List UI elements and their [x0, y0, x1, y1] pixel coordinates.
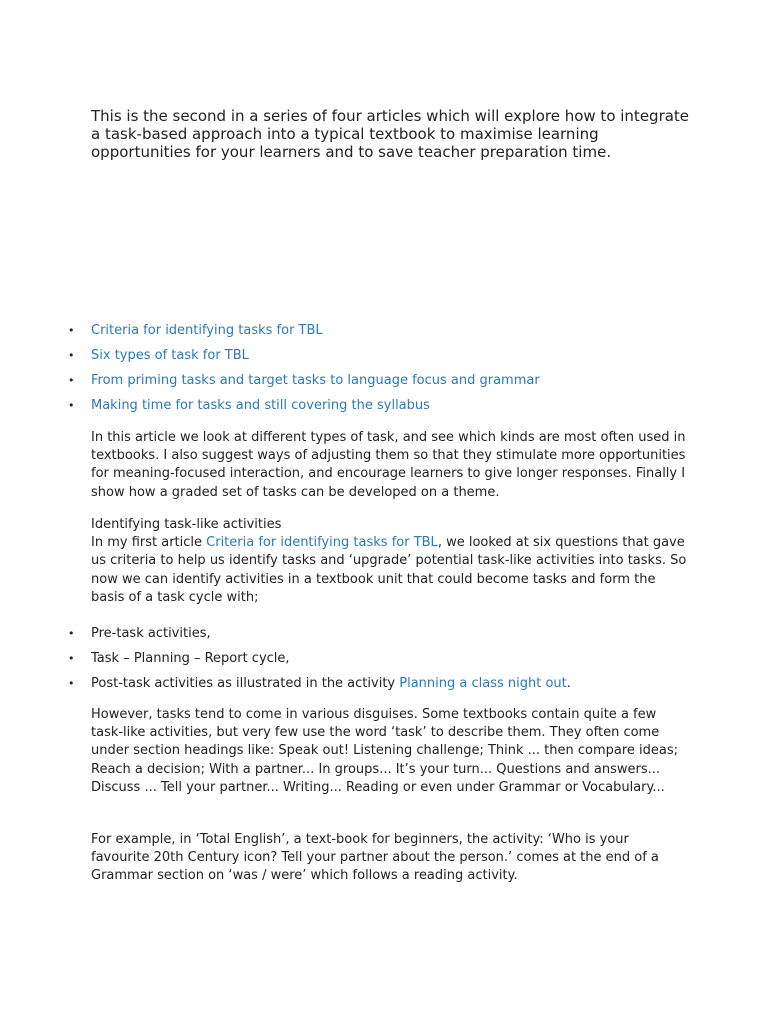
list-item [64, 346, 704, 371]
list-item [64, 649, 704, 674]
series-links-list [64, 321, 704, 421]
list-item-text: . [566, 676, 571, 691]
bullet-icon: • [68, 627, 75, 640]
bullet-icon: • [68, 374, 75, 387]
link-criteria-inline[interactable]: Criteria for identifying tasks for TBL [206, 535, 438, 551]
paragraph-text: In my first article [91, 535, 207, 551]
list-item [64, 396, 704, 421]
article-paragraph-overview: In this article we look at different types of task, and see which kinds are most often used in textbooks. I also suggest ways of adjusting them so that they stimulate more opportunities for meaning-focused interaction, and encourage learners to give longer responses. Finally I show how a graded set of tasks can be developed on a theme. [91, 430, 686, 500]
bullet-icon: • [68, 677, 75, 690]
list-item-text: Post-task activities as illustrated in the activity [91, 676, 400, 691]
intro-paragraph: This is the second in a series of four articles which will explore how to integrate a task-based approach into a typical textbook to maximise learning opportunities for your learners and to save teacher preparation time. [91, 107, 690, 161]
article-paragraph-criteria [91, 534, 691, 607]
list-item-text: Pre-task activities, [91, 626, 211, 641]
list-item [64, 624, 704, 649]
list-item [64, 371, 704, 396]
bullet-icon: • [68, 324, 75, 337]
link-planning-class-night-out[interactable]: Planning a class night out [399, 676, 567, 691]
identifying-section [91, 516, 691, 607]
list-item [64, 674, 704, 699]
article-paragraph-example: For example, in ‘Total English’, a text-book for beginners, the activity: ‘Who is your favourite 20th Century icon? Tell your partner about the person.’ comes at the end of a Grammar section on ‘was / were’ which follows a reading activity. [91, 832, 659, 884]
link-six-types-of-task[interactable]: Six types of task for TBL [91, 348, 249, 363]
link-priming-tasks[interactable]: From priming tasks and target tasks to language focus and grammar [91, 373, 540, 388]
bullet-icon: • [68, 652, 75, 665]
article-paragraph-disguises: However, tasks tend to come in various disguises. Some textbooks contain quite a few task-like activities, but very few use the word ‘task’ to describe them. They often come under section headings like: Speak out! Listening challenge; Think ... then compare ideas; Reach a decision; With a partner... In groups... It’s your turn... Questions and answers... Discuss ... Tell your partner... Writing... Reading or even under Grammar or Vocabulary... [91, 707, 679, 795]
list-item-text: Task – Planning – Report cycle, [91, 651, 290, 666]
link-criteria-identifying-tasks[interactable]: Criteria for identifying tasks for TBL [91, 323, 323, 338]
paragraph-text: , we looked at six questions that gave us criteria to help us identify tasks and ‘upgrade’ potential task-like activities into tasks. So now we can identify activities in a textbook unit that could become tasks and form the basis of a task cycle with; [91, 535, 687, 605]
bullet-icon: • [68, 399, 75, 412]
link-making-time-for-tasks[interactable]: Making time for tasks and still covering the syllabus [91, 398, 430, 413]
section-heading: Identifying task-like activities [91, 517, 282, 532]
list-item [64, 321, 704, 346]
bullet-icon: • [68, 349, 75, 362]
task-cycle-list [64, 624, 704, 699]
